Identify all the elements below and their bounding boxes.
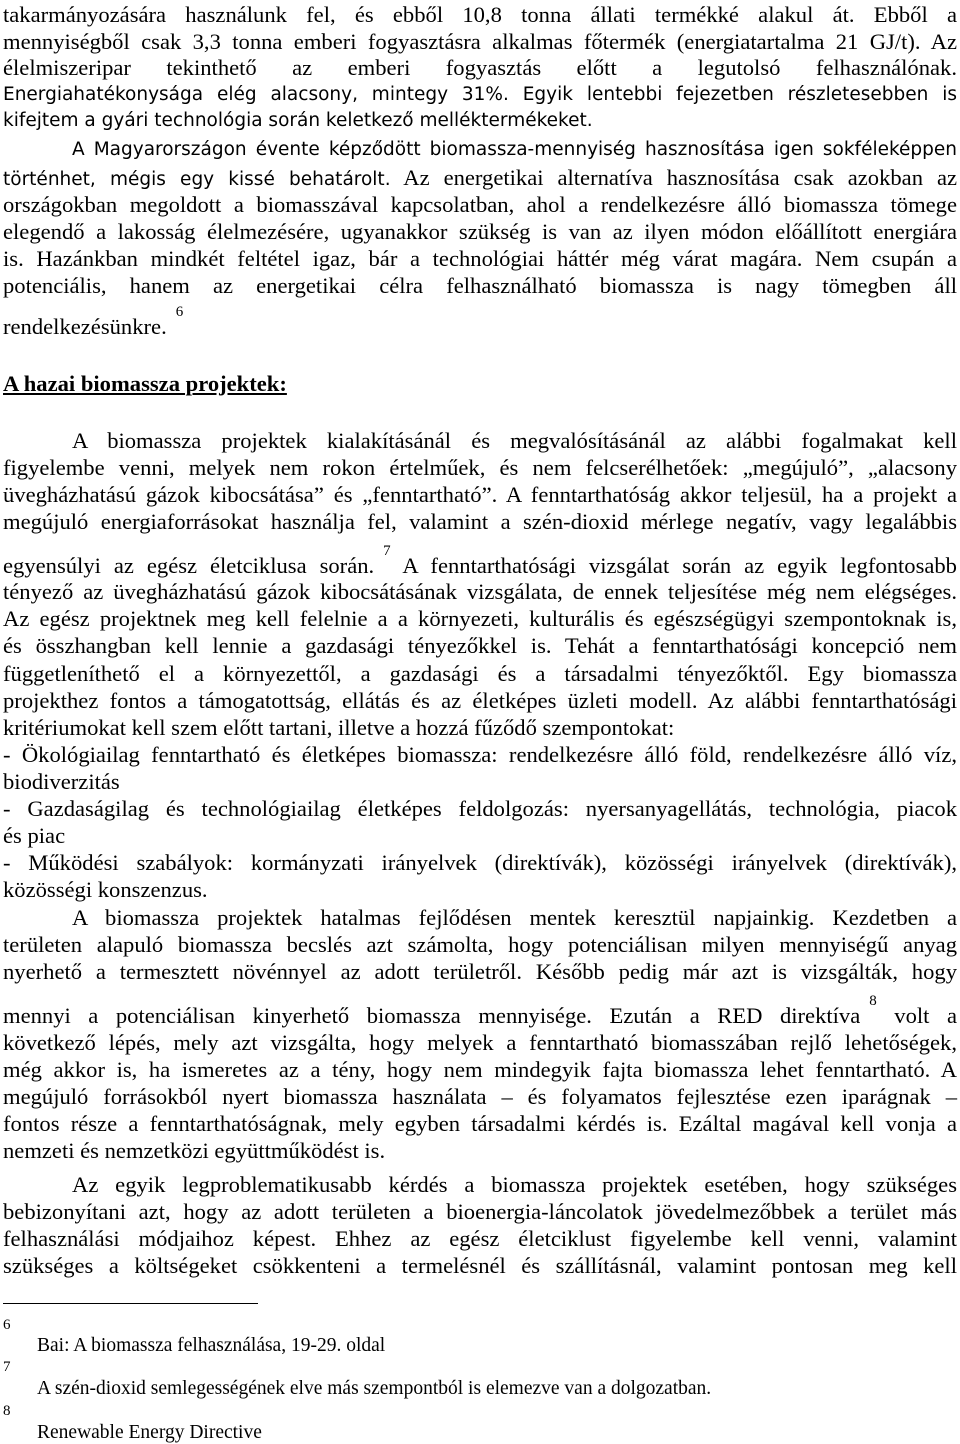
list-item: - Működési szabályok: kormányzati irányelvek (direktívák), közösségi irányelvek (direktívák),: [3, 850, 957, 875]
text-line: élelmiszeripar tekinthető az emberi fogyasztás előtt a legutolsó felhasználónak.: [3, 55, 957, 80]
text-segment: Az energetikai alternatíva hasznosítása csak azokban az: [403, 165, 957, 190]
footnote-text: A szén-dioxid semlegességének elve más szempontból is elemezve van a dolgozatban.: [37, 1378, 712, 1399]
text-line: Az egész projektnek meg kell felelnie a a környezeti, kulturális és egészségügyi szempontoknak is,: [3, 606, 957, 631]
text-line: kifejtem a gyári technológia során keletkező melléktermékeket.: [3, 110, 593, 131]
text-line: következő lépés, mely azt vizsgálta, hogy melyek a fenntartható biomasszában rejlő lehetőségek,: [3, 1030, 957, 1055]
list-item: - Ökológiailag fenntartható és életképes biomassza: rendelkezésre álló föld, rendelkezésre álló víz,: [3, 742, 957, 767]
text-segment: A fenntarthatósági vizsgálat során az egyik legfontosabb: [402, 553, 957, 578]
text-segment: történhet, mégis egy kissé behatárolt.: [3, 169, 391, 190]
footnote-separator: [3, 1303, 258, 1304]
text-line: mennyiségből csak 3,3 tonna emberi fogyasztásra alkalmas főtermék (energiatartalma 21 GJ/t). Az: [3, 29, 957, 54]
text-line: üvegházhatású gázok kibocsátása” és „fenntartható”. A fenntarthatóság akkor teljesül, ha a projekt a: [3, 482, 957, 507]
text-line: fontos része a fenntarthatóságnak, mely egyben társadalmi kérdés is. Ezáltal magával kell vonja a: [3, 1111, 957, 1136]
text-line: A biomassza projektek hatalmas fejlődésen mentek keresztül napjainkig. Kezdetben a: [72, 905, 957, 930]
text-line: Az egyik legproblematikusabb kérdés a biomassza projektek esetében, hogy szükséges: [72, 1172, 957, 1197]
text-line: területen alapuló biomassza becslés azt számolta, hogy potenciálisan milyen mennyiségű anyag: [3, 932, 957, 957]
text-line: A Magyarországon évente képződött biomassza-mennyiség hasznosítása igen sokféleképpen: [72, 139, 957, 160]
text-line: nyerhető a termesztett növénnyel az adott területről. Később pedig már azt is vizsgálták, hogy: [3, 959, 957, 984]
text-line: nemzeti és nemzetközi együttműködést is.: [3, 1138, 386, 1163]
footnote-ref: 8: [869, 993, 877, 1009]
footnote-text: Renewable Energy Directive: [37, 1422, 262, 1443]
text-line: [3, 304, 957, 340]
list-item-continuation: közösségi konszenzus.: [3, 877, 208, 902]
text-line: [3, 993, 957, 1029]
text-line: potenciális, hanem az energetikai célra felhasználható biomassza is nagy tömegben áll: [3, 273, 957, 298]
text-line: Energiahatékonysága elég alacsony, mintegy 31%. Egyik lentebbi fejezetben részletesebben is: [3, 84, 957, 105]
text-line: megújuló forrásokból nyert biomassza használata – és folyamatos fejlesztése ezen iparágnak –: [3, 1084, 957, 1109]
text-line: és összhangban kell lennie a gazdasági tényezőkkel is. Tehát a fenntarthatósági koncepció nem: [3, 633, 957, 658]
text-line: bebizonyítani azt, hogy az adott területen a bioenergia-láncolatok jövedelmezőbbek a terület más: [3, 1199, 957, 1224]
section-heading: A hazai biomassza projektek:: [3, 371, 287, 396]
text-line: megújuló energiaforrásokat használja fel, valamint a szén-dioxid mérlege negatív, vagy legalábbis: [3, 509, 957, 534]
text-line: A biomassza projektek kialakításánál és megvalósításánál az alábbi fogalmakat kell: [72, 428, 957, 453]
footnote-ref: 6: [175, 304, 184, 320]
text-segment: mennyi a potenciálisan kinyerhető biomassza mennyisége. Ezután a RED direktíva: [3, 1003, 861, 1028]
text-line: szükséges a költségeket csökkenteni a termelésnél és szállításnál, valamint pontosan meg kell: [3, 1253, 957, 1278]
text-line: is. Hazánkban mindkét feltétel igaz, bár a technológiai háttér még várat magára. Nem csupán a: [3, 246, 957, 271]
text-segment: volt a: [894, 1003, 957, 1028]
text-line: projekthez fontos a támogatottság, ellátás és az életképes üzleti modell. Az alábbi fenntarthatósági: [3, 688, 957, 713]
text-line: még akkor is, ha ismeretes az a tény, hogy nem mindegyik fajta biomassza lehet fenntartható. A: [3, 1057, 957, 1082]
text-line: figyelembe venni, melyek nem rokon értelműek, és nem felcserélhetőek: „megújuló”, „alacsony: [3, 455, 957, 480]
text-line: [3, 164, 957, 191]
footnote-text: Bai: A biomassza felhasználása, 19-29. oldal: [37, 1335, 386, 1356]
text-line: tényező az üvegházhatású gázok kibocsátásának vizsgálata, de ennek teljesítése még nem elégséges.: [3, 579, 957, 604]
text-line: függetleníthető el a környezettől, a gazdasági és a társadalmi tényezőktől. Egy biomassza: [3, 661, 957, 686]
text-line: takarmányozására használunk fel, és ebből 10,8 tonna állati termékké alakul át. Ebből a: [3, 2, 957, 27]
footnote-number: 6: [3, 1317, 11, 1333]
footnote-number: 8: [3, 1403, 11, 1419]
list-item: - Gazdaságilag és technológiailag életképes feldolgozás: nyersanyagellátás, technológia, piacok: [3, 796, 957, 821]
text-line: országokban megoldott a biomasszával kapcsolatban, ahol a rendelkezésre álló biomassza tömege: [3, 192, 957, 217]
text-segment: egyensúlyi az egész életciklusa során.: [3, 553, 375, 578]
text-line: [3, 543, 957, 579]
text-segment: rendelkezésünkre.: [3, 314, 167, 339]
list-item-continuation: biodiverzitás: [3, 769, 120, 794]
text-line: kritériumokat kell szem előtt tartani, illetve a hozzá fűződő szempontokat:: [3, 715, 675, 740]
list-item-continuation: és piac: [3, 823, 66, 848]
text-line: elegendő a lakosság élelmezésére, ugyanakkor szükség is van az ilyen módon előállított energiára: [3, 219, 957, 244]
text-line: felhasználási módjaihoz képest. Ehhez az egész életciklust figyelembe kell venni, valamint: [3, 1226, 957, 1251]
footnote-ref: 7: [383, 543, 391, 559]
footnote-number: 7: [3, 1359, 11, 1375]
